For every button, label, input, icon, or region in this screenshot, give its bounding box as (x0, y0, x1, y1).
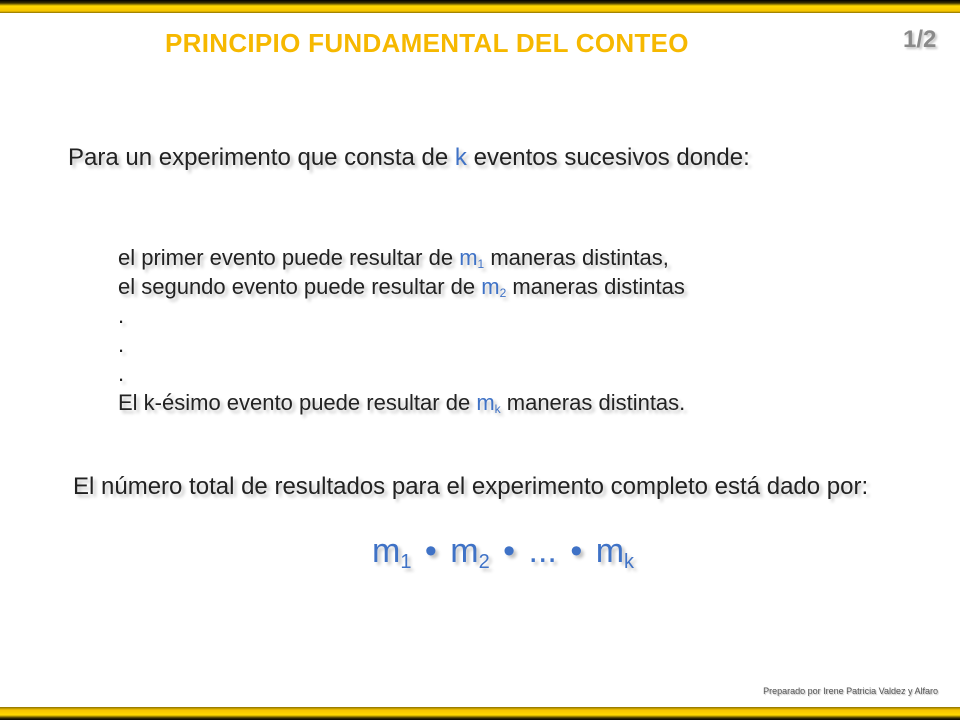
formula-term: $m_1$ (372, 532, 412, 573)
page-number: 1/2 (903, 26, 937, 53)
event-kth (118, 388, 685, 417)
ellipsis-dot: . (118, 303, 125, 328)
total-paragraph: El número total de resultados para el experimento completo está dado por: (73, 473, 869, 500)
mk-variable: $m_k$ (476, 390, 501, 416)
event-list (118, 243, 685, 417)
slide-title: PRINCIPIO FUNDAMENTAL DEL CONTEO (165, 28, 689, 58)
multiplication-dot: • (424, 532, 437, 570)
intro-text-start: Para un experimento que consta de (68, 144, 455, 171)
event-first-suffix: maneras distintas, (484, 245, 669, 270)
intro-text-end: eventos sucesivos donde: (466, 144, 750, 171)
multiplication-dot: • (570, 532, 583, 570)
author-credit: Preparado por Irene Patricia Valdez y Alfaro (763, 686, 938, 696)
event-first-text: el primer evento puede resultar de (118, 245, 460, 270)
event-kth-suffix: maneras distintas. (500, 390, 686, 415)
m1-variable: $m_1$ (459, 245, 485, 271)
ellipsis-dot: . (118, 361, 125, 386)
event-second (118, 272, 685, 301)
formula-term: $m_k$ (595, 532, 635, 573)
event-first (118, 243, 685, 272)
top-gold-bar (0, 0, 960, 13)
m2-variable: $m_2$ (481, 274, 507, 300)
intro-paragraph (68, 141, 828, 174)
event-second-text: el segundo evento puede resultar de (118, 274, 482, 299)
formula-term: $m_2$ (450, 532, 490, 573)
bottom-gold-bar (0, 707, 960, 720)
ellipsis-dot: . (118, 332, 125, 357)
k-variable: k (454, 144, 467, 171)
multiplication-dot: • (503, 532, 516, 570)
event-kth-text: El k-ésimo evento puede resultar de (118, 390, 477, 415)
event-second-suffix: maneras distintas (506, 274, 685, 299)
product-formula (372, 532, 634, 571)
formula-ellipsis: ... (528, 532, 557, 570)
